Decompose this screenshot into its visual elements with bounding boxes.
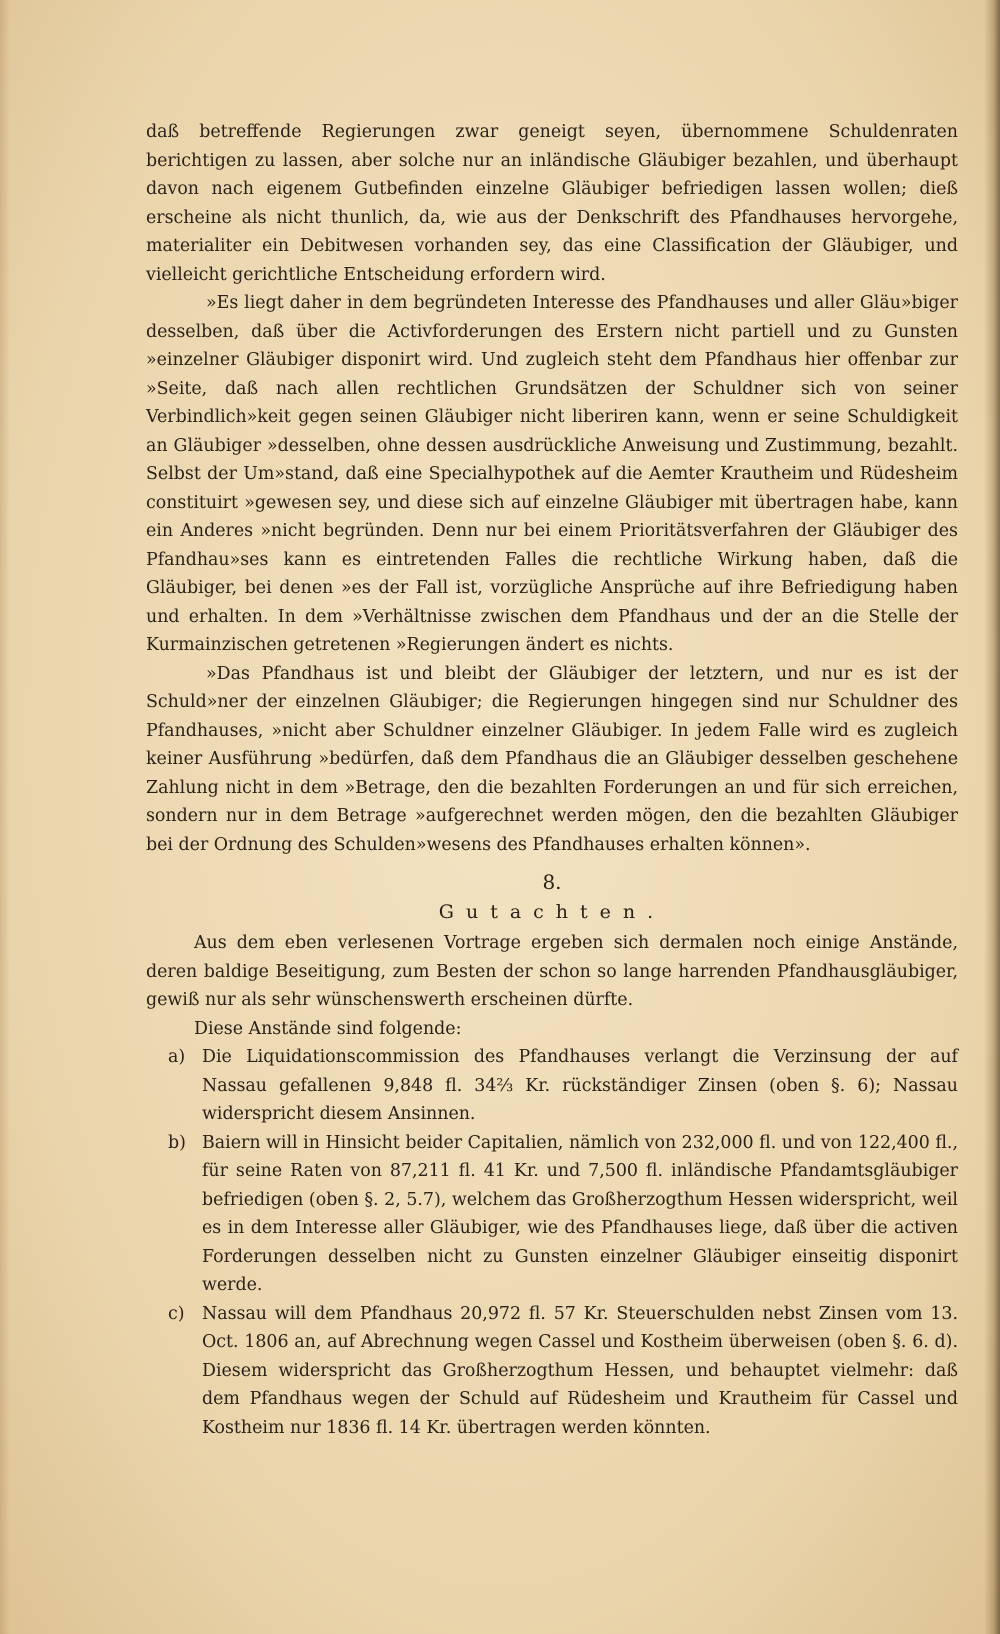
text-block	[146, 118, 958, 1442]
list-item-text: Nassau will dem Pfandhaus 20,972 fl. 57 Kr. Steuerschulden nebst Zinsen vom 13. Oct. 1806 an, auf Abrechnung wegen Cassel und Kostheim überweisen (oben §. 6. d). Diesem widerspricht das Großherzogthum Hessen, und behauptet vielmehr: daß dem Pfandhaus wegen der Schuld auf Rüdesheim und Krautheim für Cassel und Kostheim nur 1836 fl. 14 Kr. übertragen werden könnten.	[202, 1303, 958, 1438]
list-intro: Diese Anstände sind folgende:	[194, 1018, 462, 1039]
list-marker: a)	[168, 1047, 186, 1067]
list-item-text: Baiern will in Hinsicht beider Capitalien, nämlich von 232,000 fl. und von 122,400 fl., für seine Raten von 87,211 fl. 41 Kr. und 7,500 fl. inländische Pfandamtsgläubiger befriedigen (oben §. 2, 5.7), welchem das Großherzogthum Hessen widerspricht, weil es in dem Interesse aller Gläubiger, wie des Pfandhauses liege, daß über die activen Forderungen desselben nicht zu Gunsten einzelner Gläubiger einseitig disponirt werde.	[202, 1132, 958, 1295]
intro-paragraph: Aus dem eben verlesenen Vortrage ergeben sich dermalen noch einige Anstände, deren baldige Beseitigung, zum Besten der schon so lange harrenden Pfandhausgläubiger, gewiß nur als sehr wünschenswerth erscheinen dürfte.	[146, 933, 958, 1010]
quote-paragraph-2: »Das Pfandhaus ist und bleibt der Gläubiger der letztern, und nur es ist der Schuld»ner der einzelnen Gläubiger; die Regierungen hingegen sind nur Schuldner des Pfandhauses, »nicht aber Schuldner einzelner Gläubiger. In jedem Falle wird es zugleich keiner Ausführung »bedürfen, daß dem Pfandhaus die an Gläubiger desselben geschehene Zahlung nicht in dem »Betrage, den die bezahlten Forderungen an und für sich erreichen, sondern nur in dem Betrage »aufgerechnet werden mögen, den die bezahlten Gläubiger bei der Ordnung des Schulden»wesens des Pfandhauses erhalten können».	[146, 663, 958, 855]
list-item	[146, 1300, 958, 1443]
list-item	[146, 1129, 958, 1300]
list-marker: c)	[168, 1303, 185, 1324]
objections-list	[146, 1043, 958, 1442]
page-edge-shadow-left	[0, 0, 10, 1634]
page-edge-shadow-right	[984, 0, 1000, 1634]
list-marker: b)	[168, 1132, 186, 1153]
section-number: 8.	[542, 870, 562, 894]
list-item-text: Die Liquidationscommission des Pfandhauses verlangt die Verzinsung der auf Nassau gefallenen 9,848 fl. 34⅔ Kr. rückständiger Zinsen (oben §. 6); Nassau widerspricht diesem Ansinnen.	[202, 1047, 958, 1124]
list-item	[146, 1043, 958, 1129]
section-title: Gutachten.	[438, 901, 666, 923]
quote-paragraph-1: »Es liegt daher in dem begründeten Interesse des Pfandhauses und aller Gläu»biger desselben, daß über die Activforderungen des Erstern nicht partiell und zu Gunsten »einzelner Gläubiger disponirt wird. Und zugleich steht dem Pfandhaus hier offenbar zur »Seite, daß nach allen rechtlichen Grundsätzen der Schuldner sich von seiner Verbindlich»keit gegen seinen Gläubiger nicht liberiren kann, wenn er seine Schuldigkeit an Gläubiger »desselben, ohne dessen ausdrückliche Anweisung und Zustimmung, bezahlt. Selbst der Um»stand, daß eine Specialhypothek auf die Aemter Krautheim und Rüdesheim constituirt »gewesen sey, und diese sich auf einzelne Gläubiger mit übertragen habe, kann ein Anderes »nicht begründen. Denn nur bei einem Prioritätsverfahren der Gläubiger des Pfandhau»ses kann es eintretenden Falles die rechtliche Wirkung haben, daß die Gläubiger, bei denen »es der Fall ist, vorzügliche Ansprüche auf ihre Befriedigung haben und erhalten. In dem »Verhältnisse zwischen dem Pfandhaus und der an die Stelle der Kurmainzischen getretenen »Regierungen ändert es nichts.	[146, 293, 958, 655]
opening-paragraph: daß betreffende Regierungen zwar geneigt seyen, übernommene Schuldenraten berichtigen zu lassen, aber solche nur an inländische Gläubiger bezahlen, und überhaupt davon nach eigenem Gutbefinden einzelne Gläubiger befriedigen lassen wollen; dieß erscheine als nicht thunlich, da, wie aus der Denkschrift des Pfandhauses hervorgehe, materialiter ein Debitwesen vorhanden sey, das eine Classification der Gläubiger, und vielleicht gerichtliche Entscheidung erfordern wird.	[146, 122, 958, 285]
